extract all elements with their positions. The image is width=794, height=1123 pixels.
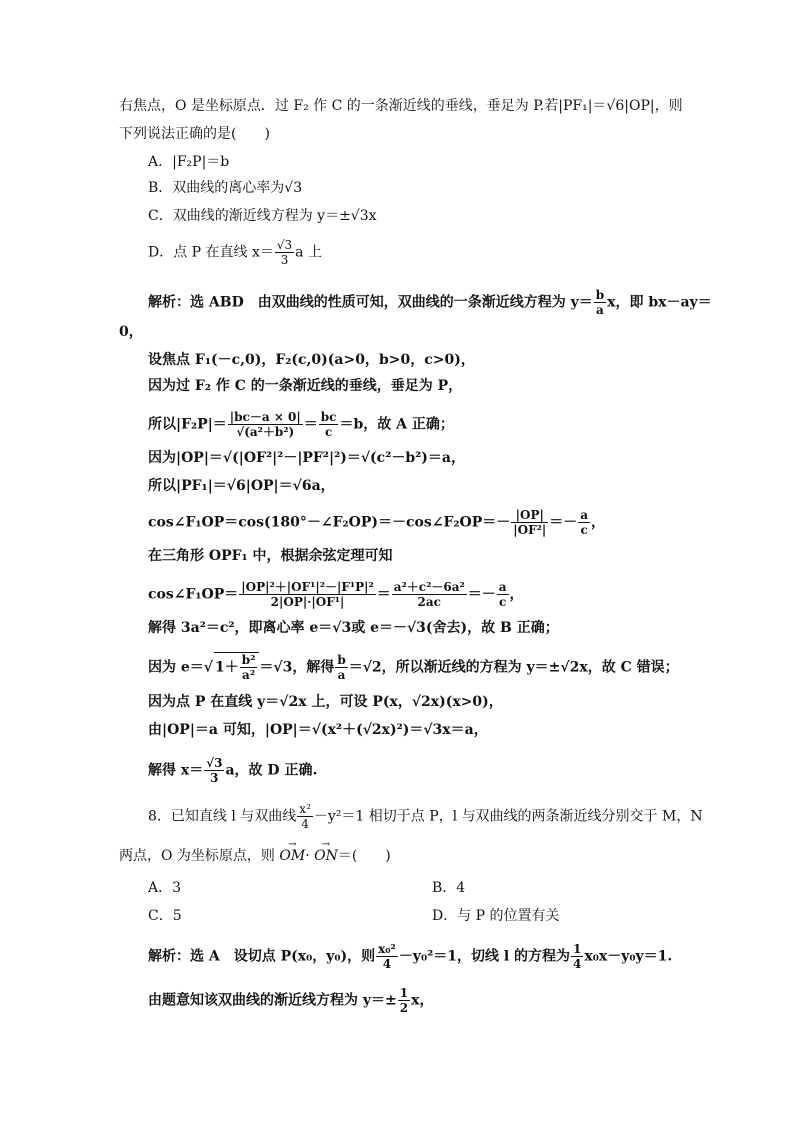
question-8-text-end: －y²＝1 相切于点 P，l 与双曲线的两条渐近线分别交于 M，N [313, 808, 703, 825]
solution-7-radicand [214, 652, 259, 682]
question-8-option-c: C．5 [148, 908, 182, 924]
solution-7-fraction [239, 580, 375, 609]
fraction-numerator: |OP| [515, 508, 544, 522]
fraction-numerator: a²＋c²－6a² [393, 580, 465, 594]
solution-8-text: －y₀²＝1，切线 l 的方程为 [398, 948, 571, 965]
solution-8-text-end: x₀x－y₀y＝1. [584, 948, 673, 965]
question-8-option-b: B．4 [432, 880, 466, 896]
fraction-numerator: |bc－a × 0| [229, 410, 301, 424]
solution-7-line-4: 因为过 F₂ 作 C 的一条渐近线的垂线，垂足为 P， [148, 378, 463, 394]
solution-7-text: ＝－ [467, 586, 496, 603]
solution-7-line-11: 解得 3a²＝c²，即离心率 e＝√3或 e＝－√3(舍去)，故 B 正确； [148, 620, 559, 636]
solution-7-line-8 [148, 508, 605, 537]
question-8-text-end: ＝( ) [337, 848, 391, 864]
fraction-denominator: 3 [275, 252, 294, 267]
solution-7-fraction [335, 653, 347, 682]
solution-8-line-2 [148, 986, 433, 1015]
fraction-denominator: c [319, 424, 339, 439]
question-8-text: 8．已知直线 l 与双曲线 [148, 808, 297, 825]
solution-7-text-end: ＝√2，所以渐近线的方程为 y＝±√2x，故 C 错误； [348, 659, 679, 676]
solution-7-text-end: ， [591, 514, 606, 531]
solution-7-fraction [392, 580, 467, 609]
fraction-denominator: 4 [376, 956, 398, 971]
solution-8-fraction [398, 986, 410, 1015]
solution-7-line-6: 因为|OP|＝√(|OF²|²－|PF²|²)＝√(c²－b²)＝a， [148, 450, 465, 466]
solution-8-fraction [376, 942, 398, 971]
solution-7-line-13: 因为点 P 在直线 y＝√2x 上，可设 P(x，√2x)(x>0)， [148, 694, 503, 710]
fraction-denominator: c [578, 522, 590, 537]
solution-7-text: 所以|F₂P|＝ [148, 416, 227, 433]
vector-on: → ON [314, 846, 338, 866]
solution-7-text: 解析：选 ABD 由双曲线的性质可知，双曲线的一条渐近线方程为 y＝ [148, 294, 593, 311]
solution-7-line-9: 在三角形 OPF₁ 中，根据余弦定理可知 [148, 548, 393, 564]
solution-7-text: ＝ [303, 416, 318, 433]
fraction-numerator: x² [299, 802, 311, 816]
fraction-numerator: b [337, 653, 346, 667]
solution-7-line-1 [148, 288, 712, 317]
fraction-denominator: 2ac [392, 594, 467, 609]
question-7-stem-line-1: 右焦点，O 是坐标原点．过 F₂ 作 C 的一条渐近线的垂线，垂足为 P.若|PF₁|＝√6|OP|，则 [119, 98, 683, 114]
solution-7-line-2: 0， [119, 324, 143, 340]
solution-7-text: cos∠F₁OP＝ [148, 586, 239, 603]
solution-7-line-15 [148, 756, 317, 785]
dot-operator: · [305, 848, 310, 864]
fraction-numerator: b² [241, 653, 256, 667]
solution-7-text: ＝－ [549, 514, 578, 531]
solution-8-text: 由题意知该双曲线的渐近线方程为 y＝± [148, 992, 397, 1009]
question-8-fraction [297, 802, 313, 831]
question-8-option-a: A．3 [148, 880, 182, 896]
option-d-fraction [275, 238, 294, 267]
solution-7-text-end: x，即 bx－ay＝ [607, 294, 712, 311]
question-7-option-d [148, 238, 322, 267]
solution-7-fraction [228, 410, 303, 439]
fraction-numerator: √3 [276, 238, 293, 252]
question-8-option-d: D．与 P 的位置有关 [432, 908, 560, 924]
solution-8-text-end: x， [411, 992, 434, 1009]
solution-7-text: 解得 x＝ [148, 762, 204, 779]
vector-om: → OM [279, 846, 305, 866]
solution-7-fraction [319, 410, 339, 439]
solution-7-line-14: 由|OP|＝a 可知，|OP|＝√(x²＋(√2x)²)＝√3x＝a， [148, 722, 488, 738]
fraction-numerator: b [595, 288, 605, 302]
fraction-denominator: c [497, 594, 509, 609]
fraction-numerator: a [580, 508, 589, 522]
fraction-denominator: √(a²＋b²) [228, 424, 303, 439]
question-8-text: 两点，O 为坐标原点，则 [119, 848, 280, 864]
solution-7-fraction [578, 508, 590, 537]
fraction-denominator: 4 [297, 816, 313, 831]
solution-7-text: ＝ [376, 586, 391, 603]
fraction-numerator: √3 [206, 756, 223, 770]
fraction-denominator: 3 [204, 770, 224, 785]
solution-7-text-end: ， [509, 586, 524, 603]
solution-8-text: 解析：选 A 设切点 P(x₀，y₀)，则 [148, 948, 376, 965]
solution-7-text-end: a，故 D 正确. [225, 762, 318, 779]
solution-7-line-3: 设焦点 F₁(－c,0)，F₂(c,0)(a>0，b>0，c>0)， [148, 352, 475, 368]
radical-sign-icon: √ [203, 659, 213, 676]
question-7-option-a: A．|F₂P|＝b [148, 154, 230, 170]
fraction-numerator: bc [320, 410, 337, 424]
question-8-stem-line-1 [148, 802, 703, 831]
option-d-suffix: a 上 [295, 244, 322, 261]
question-8-stem-line-2 [119, 846, 391, 866]
solution-7-fraction [594, 288, 606, 317]
solution-7-fraction [240, 653, 258, 682]
question-7-option-b: B．双曲线的离心率为√3 [148, 180, 303, 196]
solution-7-text: ＝√3，解得 [259, 659, 335, 676]
solution-7-text: cos∠F₁OP＝cos(180°－∠F₂OP)＝－cos∠F₂OP＝－ [148, 514, 511, 531]
fraction-numerator: x₀² [378, 942, 396, 956]
solution-8-fraction [571, 942, 583, 971]
solution-7-fraction [204, 756, 224, 785]
fraction-denominator: |OF²| [513, 523, 547, 537]
question-7-stem-line-2: 下列说法正确的是( ) [119, 126, 270, 142]
solution-7-line-12 [148, 652, 679, 682]
solution-7-line-10 [148, 580, 524, 609]
fraction-numerator: 1 [573, 942, 582, 956]
fraction-denominator: a [335, 667, 347, 682]
solution-7-line-7: 所以|PF₁|＝√6|OP|＝√6a， [148, 478, 335, 494]
question-7-option-c: C．双曲线的渐近线方程为 y＝±√3x [148, 208, 377, 224]
fraction-denominator: 4 [573, 957, 582, 971]
fraction-denominator: a [594, 302, 606, 317]
solution-8-line-1 [148, 942, 672, 971]
fraction-numerator: a [498, 580, 507, 594]
solution-7-line-5 [148, 410, 454, 439]
solution-7-fraction [497, 580, 509, 609]
option-d-prefix: D．点 P 在直线 x＝ [148, 244, 274, 261]
solution-7-fraction [511, 508, 548, 537]
fraction-denominator: 2|OP|·|OF¹| [239, 594, 375, 609]
solution-7-text: 1＋ [214, 659, 239, 676]
solution-7-text-end: ＝b，故 A 正确； [339, 416, 454, 433]
solution-7-text: 因为 e＝ [148, 659, 204, 676]
fraction-numerator: 1 [399, 986, 409, 1000]
fraction-numerator: |OP|²＋|OF¹|²－|F¹P|² [241, 580, 374, 594]
fraction-denominator: 2 [399, 1001, 409, 1015]
fraction-denominator: a² [240, 667, 258, 682]
